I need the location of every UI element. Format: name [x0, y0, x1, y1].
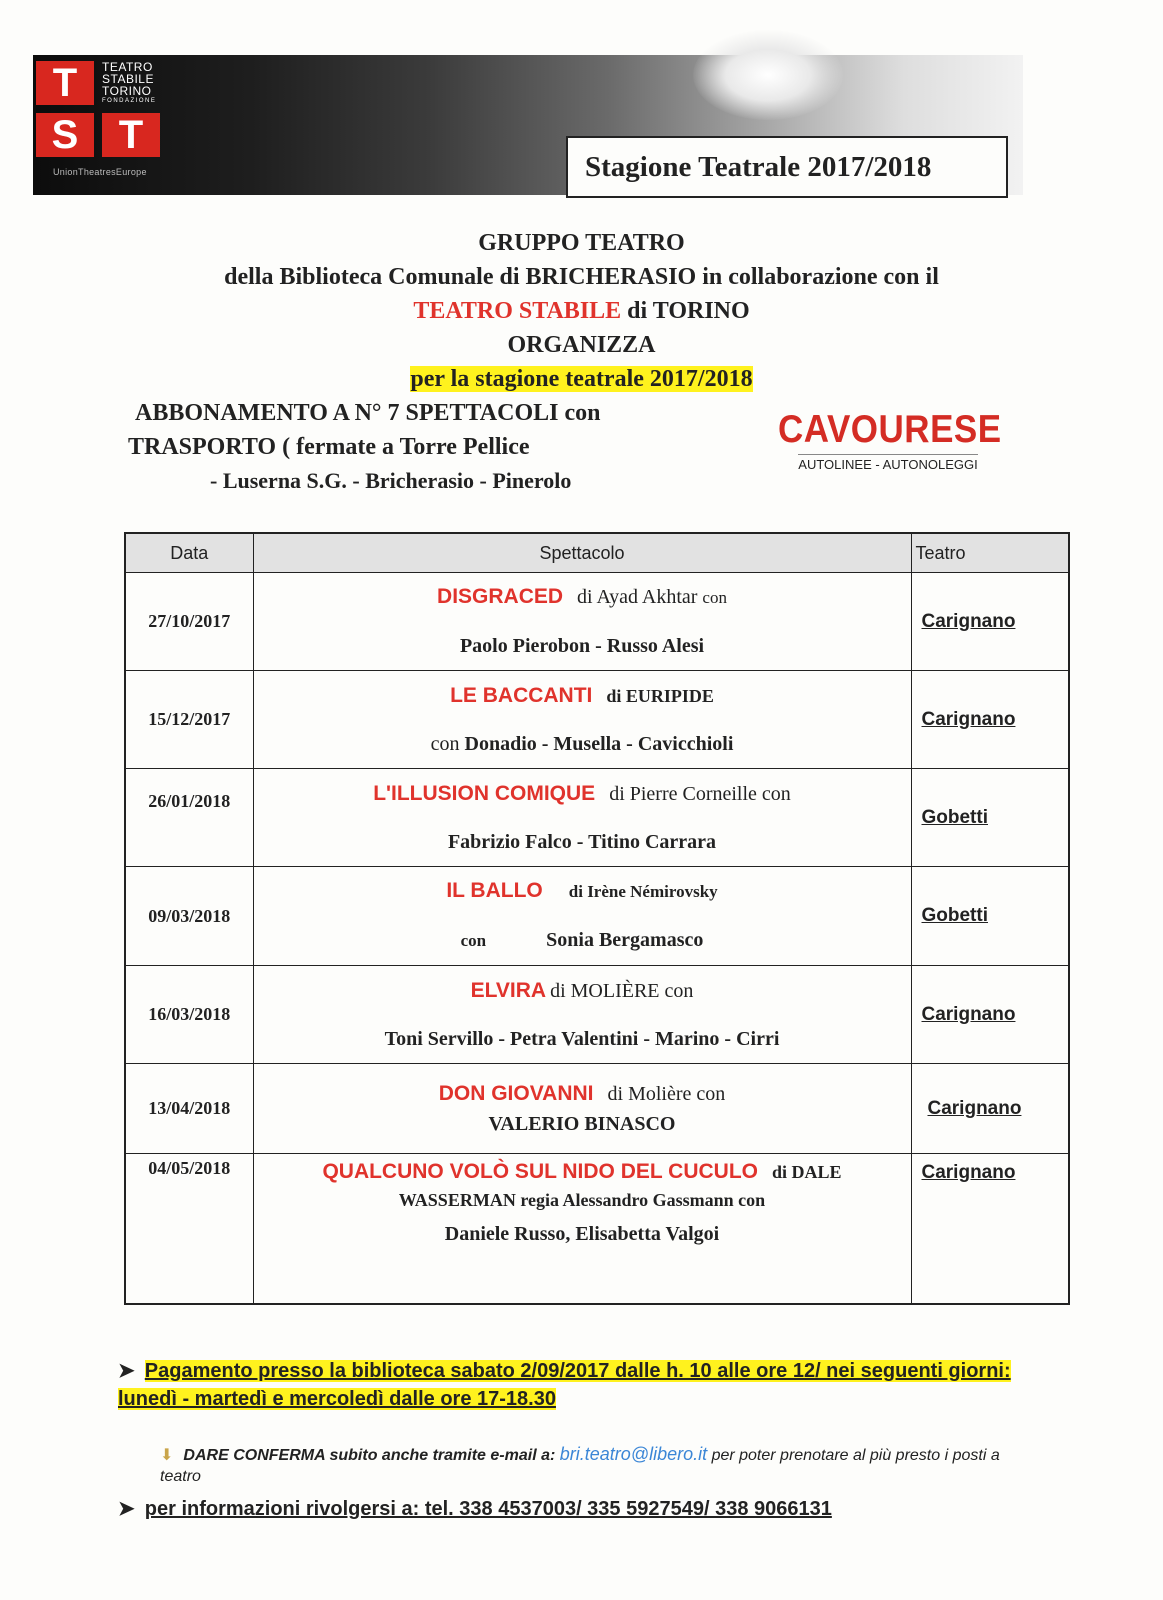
row-theatre: Gobetti [911, 769, 1069, 867]
logo-letter-s: S [36, 113, 94, 157]
row-date: 13/04/2018 [125, 1064, 253, 1154]
logo-letter-t2: T [102, 113, 160, 157]
row-theatre: Carignano [911, 671, 1069, 769]
show-cast: Donadio - Musella - Cavicchioli [464, 732, 734, 755]
show-con: con [460, 931, 487, 950]
show-author: di Ayad Akhtar [577, 586, 698, 608]
row-date: 26/01/2018 [125, 769, 253, 867]
table-row [125, 671, 1069, 769]
intro-organizza: ORGANIZZA [507, 332, 656, 358]
logo-letter-t1: T [36, 61, 94, 105]
show-author: di Irène Némirovsky [568, 882, 718, 901]
intro-group-title: GRUPPO TEATRO [478, 230, 685, 256]
row-theatre: Gobetti [911, 867, 1069, 966]
show-con: con [430, 732, 460, 755]
subscription-line: ABBONAMENTO A N° 7 SPETTACOLI con [135, 400, 601, 426]
table-row [125, 1064, 1069, 1154]
confirm-rest: per poter prenotare al più presto i posti a teatro [160, 1447, 1000, 1485]
show-title: LE BACCANTI [450, 683, 593, 707]
show-title: DON GIOVANNI [438, 1081, 594, 1105]
row-show [253, 671, 911, 769]
show-title: L'ILLUSION COMIQUE [373, 781, 596, 805]
tst-logo [36, 61, 164, 161]
payment-note [118, 1357, 1038, 1413]
row-show [253, 1064, 911, 1154]
row-show [253, 966, 911, 1064]
confirm-note [160, 1444, 1040, 1487]
show-cast: Daniele Russo, Elisabetta Valgoi [444, 1223, 720, 1245]
row-theatre: Carignano [911, 1154, 1069, 1304]
show-author: di Molière con [607, 1082, 726, 1105]
intro-theatre-line [0, 298, 1163, 325]
email-link[interactable]: bri.teatro@libero.it [559, 1444, 708, 1464]
show-author: di Pierre Corneille con [609, 782, 791, 805]
stops-line: - Luserna S.G. - Bricherasio - Pinerolo [210, 468, 572, 493]
table-row [125, 573, 1069, 671]
logo-word-stabile: STABILE [102, 72, 154, 86]
arrow-down-icon: ⬇ [160, 1447, 174, 1464]
show-author: di DALE [772, 1162, 842, 1182]
row-show [253, 867, 911, 966]
show-title: DISGRACED [437, 585, 564, 608]
row-theatre: Carignano [911, 966, 1069, 1064]
row-show [253, 769, 911, 867]
transport-line: TRASPORTO ( fermate a Torre Pellice [128, 434, 530, 460]
arrow-right-icon: ➤ [118, 1498, 135, 1520]
row-date: 16/03/2018 [125, 966, 253, 1064]
table-row [125, 867, 1069, 966]
teatro-stabile-text: TEATRO STABILE [413, 298, 622, 324]
header-date: Data [125, 533, 253, 573]
row-theatre: Carignano [911, 1064, 1069, 1154]
show-author: di EURIPIDE [606, 685, 714, 706]
cavourese-logo [778, 408, 1002, 474]
header-show: Spettacolo [253, 533, 911, 573]
union-theatres-europe-label: UnionTheatresEurope [53, 167, 147, 177]
row-date: 09/03/2018 [125, 867, 253, 966]
show-author: di MOLIÈRE con [550, 979, 694, 1002]
header-theatre: Teatro [911, 533, 1069, 573]
row-date: 27/10/2017 [125, 573, 253, 671]
table-header-row [125, 533, 1069, 573]
season-title: Stagione Teatrale 2017/2018 [566, 136, 1008, 198]
spotlight-decoration [693, 30, 843, 120]
show-cast: Fabrizio Falco - Titino Carrara [447, 830, 717, 853]
table-row [125, 1154, 1069, 1304]
intro-collab-line: della Biblioteca Comunale di BRICHERASIO in collaborazione con il [224, 264, 939, 290]
arrow-right-icon: ➤ [118, 1360, 135, 1382]
cavourese-name: CAVOURESE [778, 408, 1002, 451]
info-text: per informazioni rivolgersi a: tel. 338 4537003/ 335 5927549/ 338 9066131 [144, 1498, 832, 1520]
show-title: ELVIRA [470, 978, 547, 1002]
show-cast: Paolo Pierobon - Russo Alesi [459, 635, 705, 657]
row-date: 15/12/2017 [125, 671, 253, 769]
season-highlight: per la stagione teatrale 2017/2018 [410, 366, 753, 392]
info-note [118, 1496, 1038, 1521]
table-row [125, 769, 1069, 867]
table-row [125, 966, 1069, 1064]
logo-wordmark [102, 61, 156, 105]
payment-text: Pagamento presso la biblioteca sabato 2/09/2017 dalle h. 10 alle ore 12/ nei seguenti giorni: lunedì - martedì e mercoledì dalle ore 17-18.30 [118, 1360, 1011, 1410]
confirm-text: DARE CONFERMA subito anche tramite e-mail a: [183, 1447, 556, 1464]
cavourese-tagline: AUTOLINEE - AUTONOLEGGI [798, 454, 977, 472]
logo-word-torino: TORINO [102, 84, 152, 98]
show-con: con [702, 588, 727, 607]
program-table [124, 532, 1070, 1305]
row-show [253, 573, 911, 671]
intro-season-line [0, 366, 1163, 393]
show-cast: Sonia Bergamasco [546, 929, 704, 951]
row-date: 04/05/2018 [125, 1154, 253, 1304]
di-torino-text: di TORINO [621, 298, 750, 324]
show-title: QUALCUNO VOLÒ SUL NIDO DEL CUCULO [322, 1160, 759, 1183]
logo-word-fondazione: FONDAZIONE [102, 98, 157, 104]
row-show [253, 1154, 911, 1304]
logo-word-teatro: TEATRO [102, 60, 153, 74]
show-cast: VALERIO BINASCO [488, 1112, 676, 1135]
show-cast: Toni Servillo - Petra Valentini - Marino - Cirri [384, 1027, 780, 1050]
show-title: IL BALLO [446, 879, 543, 902]
show-director: WASSERMAN regia Alessandro Gassmann con [398, 1190, 766, 1210]
row-theatre: Carignano [911, 573, 1069, 671]
